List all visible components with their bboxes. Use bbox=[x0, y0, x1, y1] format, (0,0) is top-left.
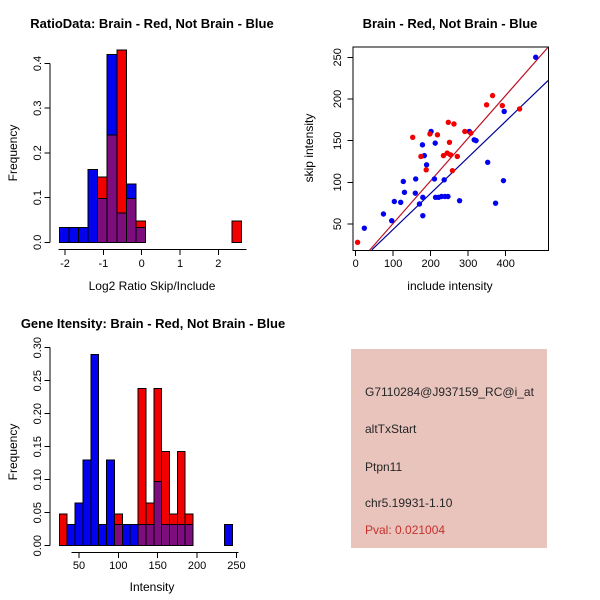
histogram-bar-overlap bbox=[146, 525, 154, 546]
y-axis-label: Frequency bbox=[6, 124, 20, 182]
x-tick-label: -2 bbox=[60, 258, 70, 270]
scatter-point-blue bbox=[401, 179, 406, 184]
histogram-bar-overlap bbox=[98, 198, 108, 242]
histogram-bar bbox=[138, 389, 146, 546]
scatter-point-blue bbox=[392, 199, 397, 204]
x-tick-label: 400 bbox=[496, 258, 515, 270]
histogram-bar-overlap bbox=[170, 525, 178, 546]
histogram-bar-overlap bbox=[126, 198, 136, 242]
info-line-event-type: altTxStart bbox=[365, 422, 417, 436]
y-tick-label: 0.25 bbox=[32, 369, 44, 392]
scatter-point-red bbox=[446, 120, 451, 125]
x-tick-label: 100 bbox=[109, 560, 128, 572]
y-tick-label: 0.0 bbox=[32, 234, 44, 250]
y-tick-label: 0.4 bbox=[32, 55, 44, 72]
scatter-point-red bbox=[355, 240, 360, 245]
histogram-bar bbox=[232, 221, 242, 242]
histogram-bar bbox=[75, 503, 83, 546]
histogram-bar-overlap bbox=[107, 135, 117, 242]
info-line-locus: chr5.19931-1.10 bbox=[365, 496, 453, 510]
x-tick-label: 150 bbox=[148, 560, 167, 572]
scatter-point-blue bbox=[533, 55, 538, 60]
y-tick-label: 100 bbox=[332, 173, 344, 192]
histogram-bar-overlap bbox=[114, 525, 122, 546]
scatter-point-blue bbox=[445, 194, 450, 199]
scatter-point-blue bbox=[420, 195, 425, 200]
histogram-bar bbox=[78, 228, 88, 243]
scatter-point-blue bbox=[501, 178, 506, 183]
blue-regression-line bbox=[372, 81, 548, 250]
scatter-point-blue bbox=[432, 176, 437, 181]
scatter-point-red bbox=[455, 154, 460, 159]
info-line-gene: Ptpn11 bbox=[365, 460, 403, 474]
histogram-bar bbox=[107, 460, 115, 546]
y-tick-label: 0.05 bbox=[32, 501, 44, 524]
y-tick-label: 0.20 bbox=[32, 402, 44, 425]
plot-box bbox=[353, 47, 548, 250]
y-tick-label: 150 bbox=[332, 131, 344, 150]
scatter-point-blue bbox=[457, 198, 462, 203]
scatter-point-blue bbox=[398, 200, 403, 205]
info-line-pval: Pval: 0.021004 bbox=[365, 523, 446, 537]
gene-info-panel bbox=[351, 349, 547, 548]
x-tick-label: 200 bbox=[187, 560, 207, 572]
x-tick-label: 100 bbox=[384, 258, 403, 270]
scatter-point-blue bbox=[413, 190, 418, 195]
histogram-bar bbox=[225, 525, 233, 546]
x-tick-label: 200 bbox=[421, 258, 440, 270]
y-tick-label: 0.30 bbox=[32, 336, 44, 359]
panel-title: RatioData: Brain - Red, Not Brain - Blue bbox=[30, 16, 274, 31]
scatter-point-blue bbox=[417, 201, 422, 206]
scatter-point-blue bbox=[473, 138, 478, 143]
y-tick-label: 0.3 bbox=[32, 100, 44, 116]
scatter-point-red bbox=[500, 103, 505, 108]
panel-title: Brain - Red, Not Brain - Blue bbox=[362, 16, 538, 31]
scatter-point-blue bbox=[402, 190, 407, 195]
x-tick-label: 300 bbox=[459, 258, 478, 270]
scatter-point-blue bbox=[413, 176, 418, 181]
histogram-bar bbox=[88, 169, 98, 242]
histogram-bar-overlap bbox=[154, 482, 162, 546]
scatter-point-red bbox=[447, 140, 452, 145]
scatter-point-red bbox=[424, 167, 429, 172]
histogram-bar-overlap bbox=[185, 525, 193, 546]
y-axis-label: Frequency bbox=[6, 423, 20, 481]
x-tick-label: 50 bbox=[72, 560, 86, 572]
info-line-probe-id: G7110284@J937159_RC@i_at bbox=[365, 385, 534, 399]
x-axis-label: Log2 Ratio Skip/Include bbox=[88, 279, 216, 293]
scatter-point-blue bbox=[442, 177, 447, 182]
y-tick-label: 0.2 bbox=[32, 145, 44, 161]
panel-title: Gene Itensity: Brain - Red, Not Brain - Blue bbox=[20, 316, 286, 331]
red-regression-line bbox=[370, 47, 549, 250]
scatter-point-blue bbox=[389, 218, 394, 223]
y-tick-label: 0.10 bbox=[32, 468, 44, 491]
y-tick-label: 0.1 bbox=[32, 189, 44, 206]
x-tick-label: 2 bbox=[215, 258, 222, 270]
scatter-point-blue bbox=[420, 213, 425, 218]
y-tick-label: 250 bbox=[332, 48, 344, 67]
histogram-bar bbox=[59, 514, 67, 546]
y-axis-label: skip intensity bbox=[302, 113, 316, 183]
x-tick-label: 1 bbox=[176, 258, 184, 270]
scatter-point-red bbox=[448, 152, 453, 157]
scatter-point-red bbox=[451, 121, 456, 126]
scatter-point-red bbox=[435, 132, 440, 137]
scatter-point-blue bbox=[362, 225, 367, 230]
histogram-bar-overlap bbox=[117, 213, 127, 242]
x-tick-label: -1 bbox=[98, 258, 109, 270]
histogram-bar bbox=[130, 525, 138, 546]
x-tick-label: 0 bbox=[138, 258, 145, 270]
scatter-point-red bbox=[418, 154, 423, 159]
scatter-point-blue bbox=[493, 200, 498, 205]
histogram-bar bbox=[91, 354, 99, 545]
scatter-point-red bbox=[427, 131, 432, 136]
y-tick-label: 0.15 bbox=[32, 435, 44, 458]
scatter-point-red bbox=[410, 135, 415, 140]
histogram-bar bbox=[67, 525, 75, 546]
x-axis-label: include intensity bbox=[407, 279, 493, 293]
scatter-point-red bbox=[450, 168, 455, 173]
y-tick-label: 0.00 bbox=[32, 534, 44, 557]
scatter-point-blue bbox=[420, 142, 425, 147]
y-tick-label: 50 bbox=[332, 217, 344, 231]
histogram-bar bbox=[122, 525, 130, 546]
histogram-bar-overlap bbox=[138, 525, 146, 546]
scatter-point-blue bbox=[424, 162, 429, 167]
scatter-point-blue bbox=[502, 109, 507, 114]
scatter-point-red bbox=[462, 129, 467, 134]
histogram-bar bbox=[69, 228, 79, 243]
y-tick-label: 200 bbox=[332, 89, 344, 109]
x-tick-label: 0 bbox=[352, 258, 359, 270]
scatter-point-blue bbox=[485, 160, 490, 165]
histogram-bar bbox=[99, 525, 107, 546]
x-tick-label: 250 bbox=[227, 560, 246, 572]
scatter-point-blue bbox=[381, 211, 386, 216]
histogram-bar bbox=[83, 460, 91, 546]
scatter-point-red bbox=[517, 106, 522, 111]
histogram-bar bbox=[59, 228, 69, 243]
x-axis-label: Intensity bbox=[129, 580, 175, 594]
scatter-point-red bbox=[468, 130, 473, 135]
scatter-point-red bbox=[484, 102, 489, 107]
scatter-point-blue bbox=[433, 140, 438, 145]
histogram-bar-overlap bbox=[177, 525, 185, 546]
histogram-bar-overlap bbox=[136, 228, 146, 243]
histogram-bar-overlap bbox=[162, 525, 170, 546]
scatter-point-red bbox=[490, 93, 495, 98]
